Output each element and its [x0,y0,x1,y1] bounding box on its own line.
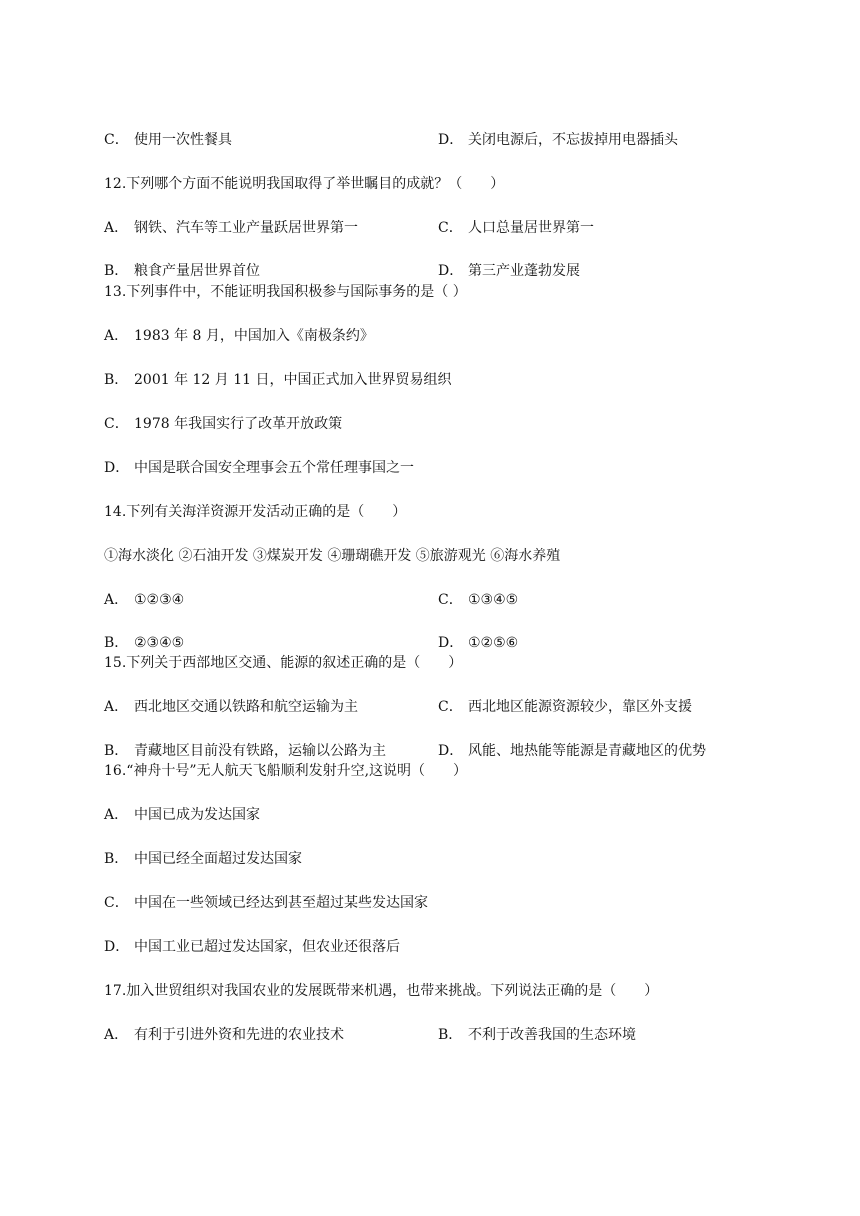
option-letter: A． [104,592,129,608]
option-letter: B． [104,851,129,867]
option-14-a [104,590,184,610]
option-letter: A． [104,1027,129,1043]
option-text: 风能、地热能等能源是青藏地区的优势 [468,743,706,759]
option-text: ①②③④ [134,592,185,608]
option-13-b [104,370,452,390]
option-17-b [438,1025,636,1045]
option-16-a [104,805,260,825]
question-16-stem: 16.“神舟十号”无人航天飞船顺利发射升空,这说明（ ） [104,763,468,779]
option-text: 关闭电源后，不忘拔掉用电器插头 [468,132,678,148]
option-letter: D． [438,132,464,148]
option-15-d [438,741,706,761]
option-14-b [104,633,184,653]
option-text: 中国在一些领域已经达到甚至超过某些发达国家 [134,895,428,911]
option-letter: B． [104,635,129,651]
option-13-a [104,326,374,346]
option-15-b [104,741,386,761]
option-text: ②③④⑤ [134,635,185,651]
option-text: 中国是联合国安全理事会五个常任理事国之一 [134,460,414,476]
question-12-stem: 12.下列哪个方面不能说明我国取得了举世瞩目的成就？（ ） [104,176,505,192]
option-letter: C． [438,220,463,236]
option-13-d [104,458,414,478]
option-text: 钢铁、汽车等工业产量跃居世界第一 [134,220,358,236]
option-text: 人口总量居世界第一 [468,220,594,236]
option-text: 青藏地区目前没有铁路，运输以公路为主 [134,743,386,759]
option-11-d [438,130,678,150]
question-15-stem: 15.下列关于西部地区交通、能源的叙述正确的是（ ） [104,655,463,671]
question-14-items: ①海水淡化 ②石油开发 ③煤炭开发 ④珊瑚礁开发 ⑤旅游观光 ⑥海水养殖 [104,548,561,564]
option-text: 中国工业已超过发达国家，但农业还很落后 [134,939,400,955]
option-letter: D． [438,743,464,759]
option-letter: C． [104,895,129,911]
option-letter: C． [104,132,129,148]
option-14-d [438,633,518,653]
option-letter: D． [438,635,464,651]
option-text: 2001 年 12 月 11 日，中国正式加入世界贸易组织 [134,372,452,388]
option-text: 1978 年我国实行了改革开放政策 [134,416,343,432]
question-17-stem: 17.加入世贸组织对我国农业的发展既带来机遇，也带来挑战。下列说法正确的是（ ） [104,983,659,999]
option-text: 粮食产量居世界首位 [134,263,260,279]
option-12-a [104,218,358,238]
option-letter: A． [104,328,129,344]
option-letter: A． [104,699,129,715]
option-letter: B． [104,372,129,388]
option-16-d [104,937,400,957]
option-text: ①③④⑤ [468,592,519,608]
option-15-c [438,697,692,717]
option-12-c [438,218,594,238]
option-16-c [104,893,428,913]
option-letter: D． [438,263,464,279]
option-letter: C． [104,416,129,432]
option-15-a [104,697,358,717]
option-13-c [104,414,342,434]
option-text: 西北地区交通以铁路和航空运输为主 [134,699,358,715]
option-letter: D． [104,460,130,476]
option-text: 中国已经全面超过发达国家 [134,851,302,867]
option-text: 不利于改善我国的生态环境 [468,1027,636,1043]
option-17-a [104,1025,344,1045]
option-12-d [438,261,580,281]
option-letter: C． [438,592,463,608]
option-letter: A． [104,220,129,236]
option-letter: B． [438,1027,463,1043]
option-text: 使用一次性餐具 [134,132,232,148]
option-letter: A． [104,807,129,823]
option-letter: D． [104,939,130,955]
option-text: 西北地区能源资源较少，靠区外支援 [468,699,692,715]
option-text: 有利于引进外资和先进的农业技术 [134,1027,344,1043]
question-14-stem: 14.下列有关海洋资源开发活动正确的是（ ） [104,504,407,520]
option-text: 中国已成为发达国家 [134,807,260,823]
option-14-c [438,590,518,610]
option-text: 第三产业蓬勃发展 [468,263,580,279]
option-letter: B． [104,743,129,759]
option-text: ①②⑤⑥ [468,635,519,651]
question-13-stem: 13.下列事件中，不能证明我国积极参与国际事务的是（ ） [104,284,467,300]
option-text: 1983 年 8 月，中国加入《南极条约》 [134,328,374,344]
option-letter: C． [438,699,463,715]
option-11-c [104,130,232,150]
option-16-b [104,849,302,869]
option-12-b [104,261,260,281]
option-letter: B． [104,263,129,279]
